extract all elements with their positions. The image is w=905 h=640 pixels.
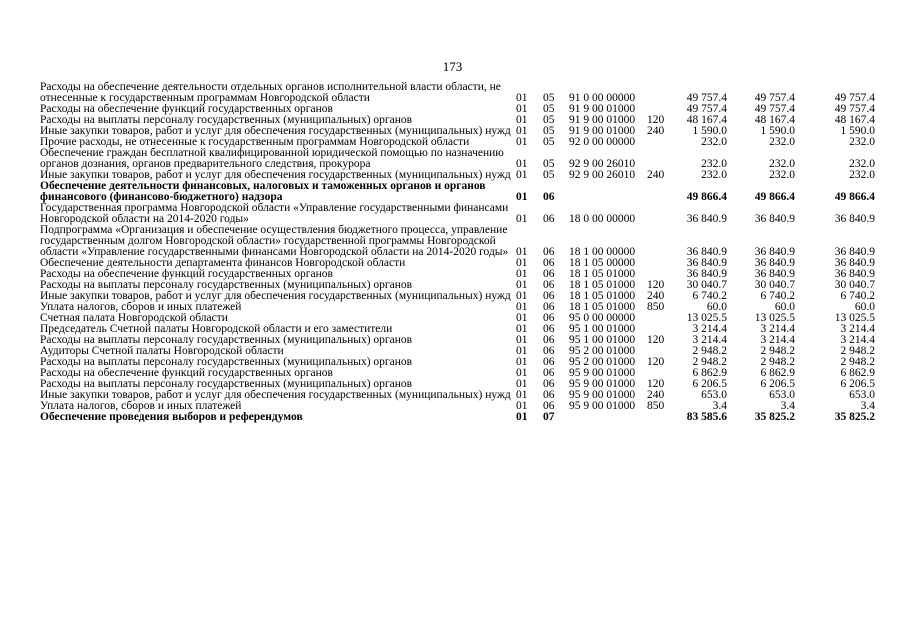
amount-year-1: 13 025.5 xyxy=(686,312,727,324)
table-row xyxy=(40,148,880,170)
subsection-code: 06 xyxy=(543,389,555,401)
subsection-code: 05 xyxy=(543,169,555,181)
target-article-code: 95 1 00 01000 xyxy=(569,323,636,335)
amount-year-2: 13 025.5 xyxy=(754,312,795,324)
subsection-code: 05 xyxy=(543,103,555,115)
expense-type-code: 850 xyxy=(647,400,665,412)
amount-year-1: 3.4 xyxy=(712,400,727,412)
amount-year-2: 3.4 xyxy=(780,400,795,412)
subsection-code: 07 xyxy=(543,411,555,423)
amount-year-1: 232.0 xyxy=(701,158,727,170)
target-article-code: 95 9 00 01000 xyxy=(569,389,636,401)
subsection-code: 05 xyxy=(543,136,555,148)
expense-type-code: 240 xyxy=(647,125,665,137)
amount-year-1: 36 840.9 xyxy=(686,213,727,225)
amount-year-2: 30 040.7 xyxy=(754,279,795,291)
section-code: 01 xyxy=(516,345,528,357)
amount-year-3: 232.0 xyxy=(849,169,875,181)
target-article-code: 18 1 05 01000 xyxy=(569,301,636,313)
amount-year-1: 3 214.4 xyxy=(692,334,727,346)
amount-year-1: 6 206.5 xyxy=(692,378,727,390)
expense-type-code: 850 xyxy=(647,301,665,313)
section-code: 01 xyxy=(516,191,528,203)
row-name: Расходы на обеспечение функций государственных органов xyxy=(40,268,333,280)
row-name: Уплата налогов, сборов и иных платежей xyxy=(40,400,242,412)
target-article-code: 91 9 00 01000 xyxy=(569,125,636,137)
subsection-code: 06 xyxy=(543,191,555,203)
section-code: 01 xyxy=(516,92,528,104)
subsection-code: 06 xyxy=(543,279,555,291)
expense-type-code: 120 xyxy=(647,114,665,126)
section-code: 01 xyxy=(516,411,528,423)
expense-type-code: 120 xyxy=(647,356,665,368)
amount-year-1: 83 585.6 xyxy=(686,411,727,423)
amount-year-1: 6 862.9 xyxy=(692,367,727,379)
row-name: Обеспечение деятельности финансовых, налоговых и таможенных органов и органов финансового (финансово-бюджетного) надзора xyxy=(40,180,486,203)
amount-year-1: 2 948.2 xyxy=(692,356,727,368)
row-name: Расходы на выплаты персоналу государственных (муниципальных) органов xyxy=(40,114,413,126)
row-name: Расходы на обеспечение функций государственных органов xyxy=(40,103,333,115)
row-name: Расходы на выплаты персоналу государственных (муниципальных) органов xyxy=(40,356,413,368)
subsection-code: 06 xyxy=(543,378,555,390)
subsection-code: 06 xyxy=(543,367,555,379)
amount-year-1: 30 040.7 xyxy=(686,279,727,291)
subsection-code: 06 xyxy=(543,301,555,313)
target-article-code: 91 9 00 01000 xyxy=(569,114,636,126)
section-code: 01 xyxy=(516,268,528,280)
row-name: Прочие расходы, не отнесенные к государственным программам Новгородской области xyxy=(40,136,470,148)
amount-year-3: 6 206.5 xyxy=(840,378,875,390)
section-code: 01 xyxy=(516,169,528,181)
expense-type-code: 240 xyxy=(647,290,665,302)
target-article-code: 95 1 00 01000 xyxy=(569,334,636,346)
row-name: Иные закупки товаров, работ и услуг для обеспечения государственных (муниципальных) нужд xyxy=(40,389,511,401)
amount-year-1: 36 840.9 xyxy=(686,268,727,280)
amount-year-2: 3 214.4 xyxy=(760,323,795,335)
expense-type-code: 240 xyxy=(647,389,665,401)
amount-year-3: 2 948.2 xyxy=(840,356,875,368)
target-article-code: 95 9 00 01000 xyxy=(569,378,636,390)
row-name: Уплата налогов, сборов и иных платежей xyxy=(40,301,242,313)
amount-year-3: 49 757.4 xyxy=(834,92,875,104)
subsection-code: 05 xyxy=(543,158,555,170)
row-name: Председатель Счетной палаты Новгородской области и его заместители xyxy=(40,323,393,335)
section-code: 01 xyxy=(516,389,528,401)
target-article-code: 92 0 00 00000 xyxy=(569,136,636,148)
amount-year-2: 48 167.4 xyxy=(754,114,795,126)
amount-year-2: 60.0 xyxy=(774,301,795,313)
section-code: 01 xyxy=(516,257,528,269)
target-article-code: 95 9 00 01000 xyxy=(569,400,636,412)
amount-year-3: 232.0 xyxy=(849,158,875,170)
amount-year-3: 35 825.2 xyxy=(834,411,875,423)
section-code: 01 xyxy=(516,125,528,137)
section-code: 01 xyxy=(516,367,528,379)
amount-year-1: 49 866.4 xyxy=(686,191,727,203)
subsection-code: 06 xyxy=(543,312,555,324)
amount-year-2: 36 840.9 xyxy=(754,213,795,225)
subsection-code: 05 xyxy=(543,125,555,137)
page-number: 173 xyxy=(442,59,463,74)
target-article-code: 95 2 00 01000 xyxy=(569,345,636,357)
target-article-code: 18 1 05 00000 xyxy=(569,257,636,269)
amount-year-1: 653.0 xyxy=(701,389,727,401)
target-article-code: 18 1 05 01000 xyxy=(569,290,636,302)
amount-year-3: 30 040.7 xyxy=(834,279,875,291)
amount-year-2: 6 862.9 xyxy=(760,367,795,379)
amount-year-3: 653.0 xyxy=(849,389,875,401)
amount-year-3: 49 866.4 xyxy=(834,191,875,203)
row-name: Счетная палата Новгородской области xyxy=(40,312,228,324)
row-name: Обеспечение деятельности департамента финансов Новгородской области xyxy=(40,257,406,269)
amount-year-2: 49 866.4 xyxy=(754,191,795,203)
expense-type-code: 120 xyxy=(647,279,665,291)
row-name: Иные закупки товаров, работ и услуг для обеспечения государственных (муниципальных) нужд xyxy=(40,290,511,302)
target-article-code: 91 9 00 01000 xyxy=(569,103,636,115)
subsection-code: 05 xyxy=(543,114,555,126)
row-name: Обеспечение граждан бесплатной квалифицированной юридической помощью по назначению органов дознания, органов предварительного следствия, прокурора xyxy=(40,147,504,170)
expense-type-code: 120 xyxy=(647,334,665,346)
row-name: Иные закупки товаров, работ и услуг для обеспечения государственных (муниципальных) нужд xyxy=(40,125,511,137)
subsection-code: 06 xyxy=(543,268,555,280)
amount-year-2: 1 590.0 xyxy=(760,125,795,137)
section-code: 01 xyxy=(516,103,528,115)
table-row xyxy=(40,181,880,203)
row-name: Государственная программа Новгородской области «Управление государственными финансами Новгородской области на 2014-2020 годы» xyxy=(40,202,509,225)
target-article-code: 18 0 00 00000 xyxy=(569,213,636,225)
amount-year-2: 36 840.9 xyxy=(754,268,795,280)
amount-year-2: 2 948.2 xyxy=(760,356,795,368)
subsection-code: 06 xyxy=(543,290,555,302)
row-name: Иные закупки товаров, работ и услуг для обеспечения государственных (муниципальных) нужд xyxy=(40,169,511,181)
amount-year-2: 6 740.2 xyxy=(760,290,795,302)
amount-year-2: 36 840.9 xyxy=(754,246,795,258)
amount-year-1: 48 167.4 xyxy=(686,114,727,126)
row-name: Расходы на выплаты персоналу государственных (муниципальных) органов xyxy=(40,378,413,390)
subsection-code: 06 xyxy=(543,345,555,357)
target-article-code: 95 0 00 00000 xyxy=(569,312,636,324)
amount-year-2: 232.0 xyxy=(769,158,795,170)
amount-year-1: 232.0 xyxy=(701,136,727,148)
target-article-code: 95 9 00 01000 xyxy=(569,367,636,379)
amount-year-3: 36 840.9 xyxy=(834,257,875,269)
amount-year-3: 2 948.2 xyxy=(840,345,875,357)
amount-year-1: 49 757.4 xyxy=(686,103,727,115)
section-code: 01 xyxy=(516,334,528,346)
row-name: Расходы на выплаты персоналу государственных (муниципальных) органов xyxy=(40,279,413,291)
budget-table xyxy=(40,82,880,423)
amount-year-1: 36 840.9 xyxy=(686,246,727,258)
section-code: 01 xyxy=(516,301,528,313)
amount-year-3: 36 840.9 xyxy=(834,268,875,280)
section-code: 01 xyxy=(516,356,528,368)
amount-year-2: 653.0 xyxy=(769,389,795,401)
target-article-code: 91 0 00 00000 xyxy=(569,92,636,104)
amount-year-2: 3 214.4 xyxy=(760,334,795,346)
amount-year-3: 48 167.4 xyxy=(834,114,875,126)
subsection-code: 06 xyxy=(543,213,555,225)
row-name: Подпрограмма «Организация и обеспечение осуществления бюджетного процесса, управление государственным долгом Новгородской области» государственной программы Новгородской области «Управление государственными финансами Новгородской области на 2014-2020 годы» xyxy=(40,224,509,258)
amount-year-1: 60.0 xyxy=(706,301,727,313)
amount-year-1: 3 214.4 xyxy=(692,323,727,335)
row-name: Расходы на выплаты персоналу государственных (муниципальных) органов xyxy=(40,334,413,346)
amount-year-3: 60.0 xyxy=(854,301,875,313)
table-row xyxy=(40,412,880,423)
section-code: 01 xyxy=(516,290,528,302)
amount-year-1: 36 840.9 xyxy=(686,257,727,269)
amount-year-3: 3.4 xyxy=(860,400,875,412)
amount-year-2: 2 948.2 xyxy=(760,345,795,357)
section-code: 01 xyxy=(516,158,528,170)
section-code: 01 xyxy=(516,378,528,390)
amount-year-3: 3 214.4 xyxy=(840,323,875,335)
row-name: Расходы на обеспечение деятельности отдельных органов исполнительной власти области, не отнесенные к государственным программам Новгородской области xyxy=(40,81,501,104)
amount-year-3: 232.0 xyxy=(849,136,875,148)
subsection-code: 05 xyxy=(543,92,555,104)
section-code: 01 xyxy=(516,312,528,324)
target-article-code: 92 9 00 26010 xyxy=(569,169,636,181)
target-article-code: 18 1 05 01000 xyxy=(569,268,636,280)
section-code: 01 xyxy=(516,246,528,258)
amount-year-2: 35 825.2 xyxy=(754,411,795,423)
table-row xyxy=(40,225,880,258)
section-code: 01 xyxy=(516,114,528,126)
subsection-code: 06 xyxy=(543,400,555,412)
amount-year-2: 49 757.4 xyxy=(754,103,795,115)
amount-year-3: 6 740.2 xyxy=(840,290,875,302)
section-code: 01 xyxy=(516,279,528,291)
amount-year-2: 36 840.9 xyxy=(754,257,795,269)
subsection-code: 06 xyxy=(543,356,555,368)
amount-year-3: 6 862.9 xyxy=(840,367,875,379)
amount-year-3: 3 214.4 xyxy=(840,334,875,346)
amount-year-1: 1 590.0 xyxy=(692,125,727,137)
amount-year-2: 6 206.5 xyxy=(760,378,795,390)
row-name: Обеспечение проведения выборов и референдумов xyxy=(40,411,303,423)
amount-year-1: 232.0 xyxy=(701,169,727,181)
amount-year-3: 49 757.4 xyxy=(834,103,875,115)
amount-year-3: 13 025.5 xyxy=(834,312,875,324)
table-row xyxy=(40,82,880,104)
row-name: Аудиторы Счетной палаты Новгородской области xyxy=(40,345,284,357)
target-article-code: 18 1 00 00000 xyxy=(569,246,636,258)
section-code: 01 xyxy=(516,136,528,148)
target-article-code: 95 2 00 01000 xyxy=(569,356,636,368)
target-article-code: 92 9 00 26010 xyxy=(569,158,636,170)
amount-year-1: 49 757.4 xyxy=(686,92,727,104)
expense-type-code: 120 xyxy=(647,378,665,390)
subsection-code: 06 xyxy=(543,246,555,258)
subsection-code: 06 xyxy=(543,334,555,346)
expense-type-code: 240 xyxy=(647,169,665,181)
amount-year-1: 2 948.2 xyxy=(692,345,727,357)
table-row xyxy=(40,203,880,225)
section-code: 01 xyxy=(516,323,528,335)
subsection-code: 06 xyxy=(543,323,555,335)
subsection-code: 06 xyxy=(543,257,555,269)
row-name: Расходы на обеспечение функций государственных органов xyxy=(40,367,333,379)
amount-year-3: 36 840.9 xyxy=(834,246,875,258)
section-code: 01 xyxy=(516,400,528,412)
amount-year-1: 6 740.2 xyxy=(692,290,727,302)
section-code: 01 xyxy=(516,213,528,225)
amount-year-2: 232.0 xyxy=(769,136,795,148)
amount-year-3: 36 840.9 xyxy=(834,213,875,225)
amount-year-2: 232.0 xyxy=(769,169,795,181)
amount-year-2: 49 757.4 xyxy=(754,92,795,104)
amount-year-3: 1 590.0 xyxy=(840,125,875,137)
target-article-code: 18 1 05 01000 xyxy=(569,279,636,291)
